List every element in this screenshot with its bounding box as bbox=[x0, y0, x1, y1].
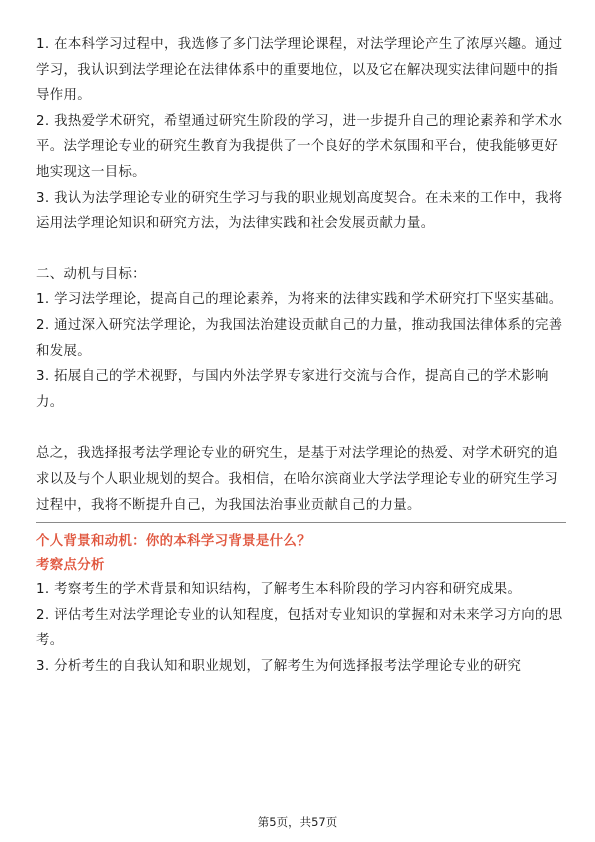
document-page bbox=[36, 32, 566, 679]
page-number-footer: 第5页，共57页 bbox=[257, 815, 338, 829]
section-divider bbox=[36, 522, 566, 523]
section2-heading: 二、动机与目标： bbox=[36, 266, 146, 282]
section1-item-2: 2. 我热爱学术研究，希望通过研究生阶段的学习，进一步提升自己的理论素养和学术水平。法学理论专业的研究生教育为我提供了一个良好的学术氛围和平台，使我能够更好地实现这一目标。 bbox=[36, 113, 563, 180]
section2-item-2: 2. 通过深入研究法学理论，为我国法治建设贡献自己的力量，推动我国法律体系的完善和发展。 bbox=[36, 317, 563, 359]
section2-item-1: 1. 学习法学理论，提高自己的理论素养，为将来的法律实践和学术研究打下坚实基础。 bbox=[36, 292, 563, 308]
analysis-point-1: 1. 考察考生的学术背景和知识结构，了解考生本科阶段的学习内容和研究成果。 bbox=[36, 582, 522, 598]
conclusion-paragraph: 总之，我选择报考法学理论专业的研究生，是基于对法学理论的热爱、对学术研究的追求以及与个人职业规划的契合。我相信，在哈尔滨商业大学法学理论专业的研究生学习过程中，我将不断提升自己，为我国法治事业贡献自己的力量。 bbox=[36, 446, 559, 513]
analysis-point-2: 2. 评估考生对法学理论专业的认知程度，包括对专业知识的掌握和对未来学习方向的思考。 bbox=[36, 607, 563, 649]
section1-item-3: 3. 我认为法学理论专业的研究生学习与我的职业规划高度契合。在未来的工作中，我将运用法学理论知识和研究方法，为法律实践和社会发展贡献力量。 bbox=[36, 190, 563, 232]
section2-item-3: 3. 拓展自己的学术视野，与国内外法学界专家进行交流与合作，提高自己的学术影响力。 bbox=[36, 369, 549, 410]
analysis-heading: 考察点分析 bbox=[36, 558, 105, 574]
analysis-point-3: 3. 分析考生的自我认知和职业规划，了解考生为何选择报考法学理论专业的研究 bbox=[36, 658, 522, 674]
section1-item-1: 1. 在本科学习过程中，我选修了多门法学理论课程，对法学理论产生了浓厚兴趣。通过学习，我认识到法学理论在法律体系中的重要地位，以及它在解决现实法律问题中的指导作用。 bbox=[36, 37, 563, 104]
question-title: 个人背景和动机：你的本科学习背景是什么？ bbox=[36, 534, 311, 550]
